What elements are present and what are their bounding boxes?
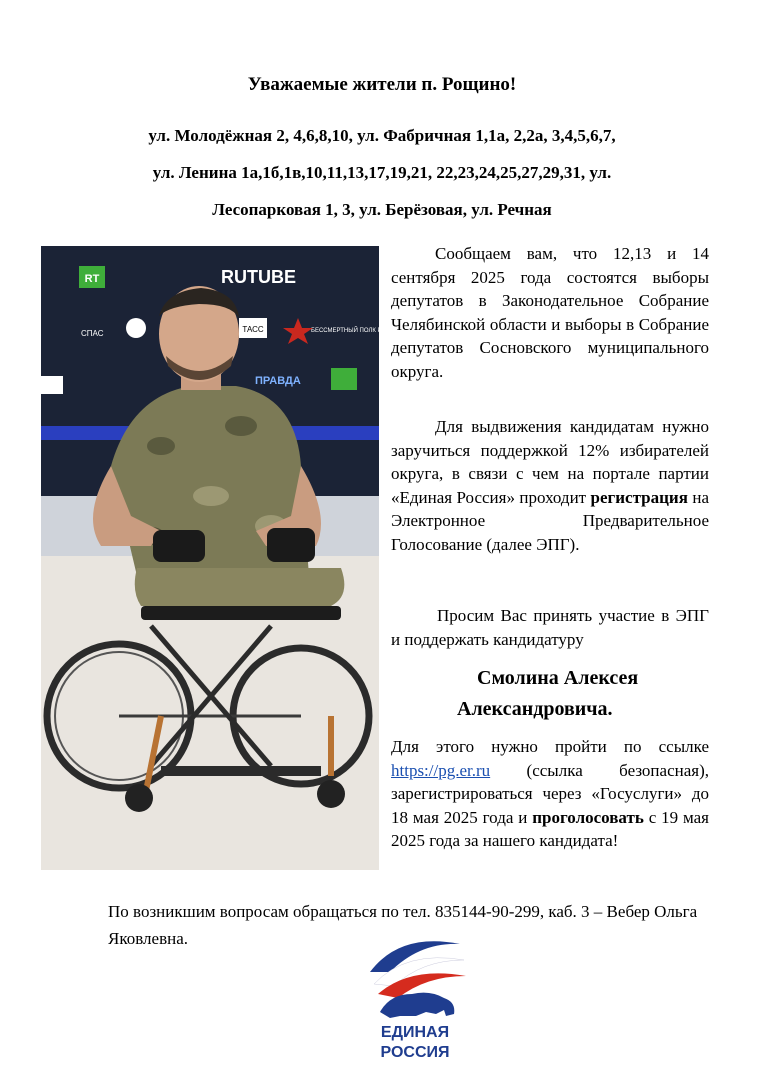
contact-footer: По возникшим вопросам обращаться по тел. 835144-90-299, каб. 3 – Вебер Ольга Яковлевна. [108, 902, 698, 948]
candidate-name [391, 663, 709, 725]
requirement-paragraph [391, 415, 709, 557]
united-russia-logo [360, 932, 470, 1064]
instructions-text-b: (ссылка безопасная), зарегистрироваться через «Госуслуги» до 18 мая 2025 года и [391, 760, 709, 827]
requirement-text-b: на Электронное Предварительное Голосование (далее ЭПГ). [391, 487, 709, 554]
banner-spas: СПАС [81, 329, 104, 338]
vote-word: проголосовать [532, 807, 644, 827]
request-paragraph: Просим Вас принять участие в ЭПГ и поддержать кандидатуру [391, 606, 709, 649]
instructions-text-a: Для этого нужно пройти по ссылке [391, 737, 709, 756]
address-line-3: Лесопарковая 1, 3, ул. Берёзовая, ул. Речная [212, 200, 552, 219]
banner-tass: ТАСС [242, 325, 264, 334]
instructions-paragraph [391, 735, 709, 853]
logo-line-1: ЕДИНАЯ [380, 1024, 450, 1041]
address-line-1: ул. Молодёжная 2, 4,6,8,10, ул. Фабричная 1,1а, 2,2а, 3,4,5,6,7, [148, 126, 616, 145]
pg-er-link[interactable]: https://pg.er.ru [391, 760, 491, 780]
banner-rutube: RUTUBE [221, 267, 296, 287]
banner-polk: БЕССМЕРТНЫЙ ПОЛК РОССИИ [311, 328, 404, 334]
intro-paragraph: Сообщаем вам, что 12,13 и 14 сентября 2025 года состоятся выборы депутатов в Законодательное Собрание Челябинской области и выборы в Собрание депутатов Сосновского муниципального округа. [391, 244, 709, 381]
logo-line-2: РОССИЯ [380, 1044, 450, 1061]
banner-rt: RT [84, 273, 100, 285]
candidate-name-line-1: Смолина Алексея [477, 667, 639, 689]
registration-word: регистрация [590, 487, 688, 507]
instructions-text-c: с 19 мая 2025 года за нашего кандидата! [391, 807, 709, 851]
page-title: Уважаемые жители п. Рощино! [247, 74, 517, 95]
banner-pravda: ПРАВДА [255, 375, 301, 387]
requirement-text-a: Для выдвижения кандидатам нужно заручиться поддержкой 12% избирателей округа, в связи с чем на портале партии «Единая Россия» проходит [391, 417, 709, 507]
candidate-name-line-2: Александровича. [457, 698, 613, 720]
candidate-photo [41, 246, 404, 870]
address-line-2: ул. Ленина 1а,1б,1в,10,11,13,17,19,21, 22,23,24,25,27,29,31, ул. [152, 163, 612, 182]
